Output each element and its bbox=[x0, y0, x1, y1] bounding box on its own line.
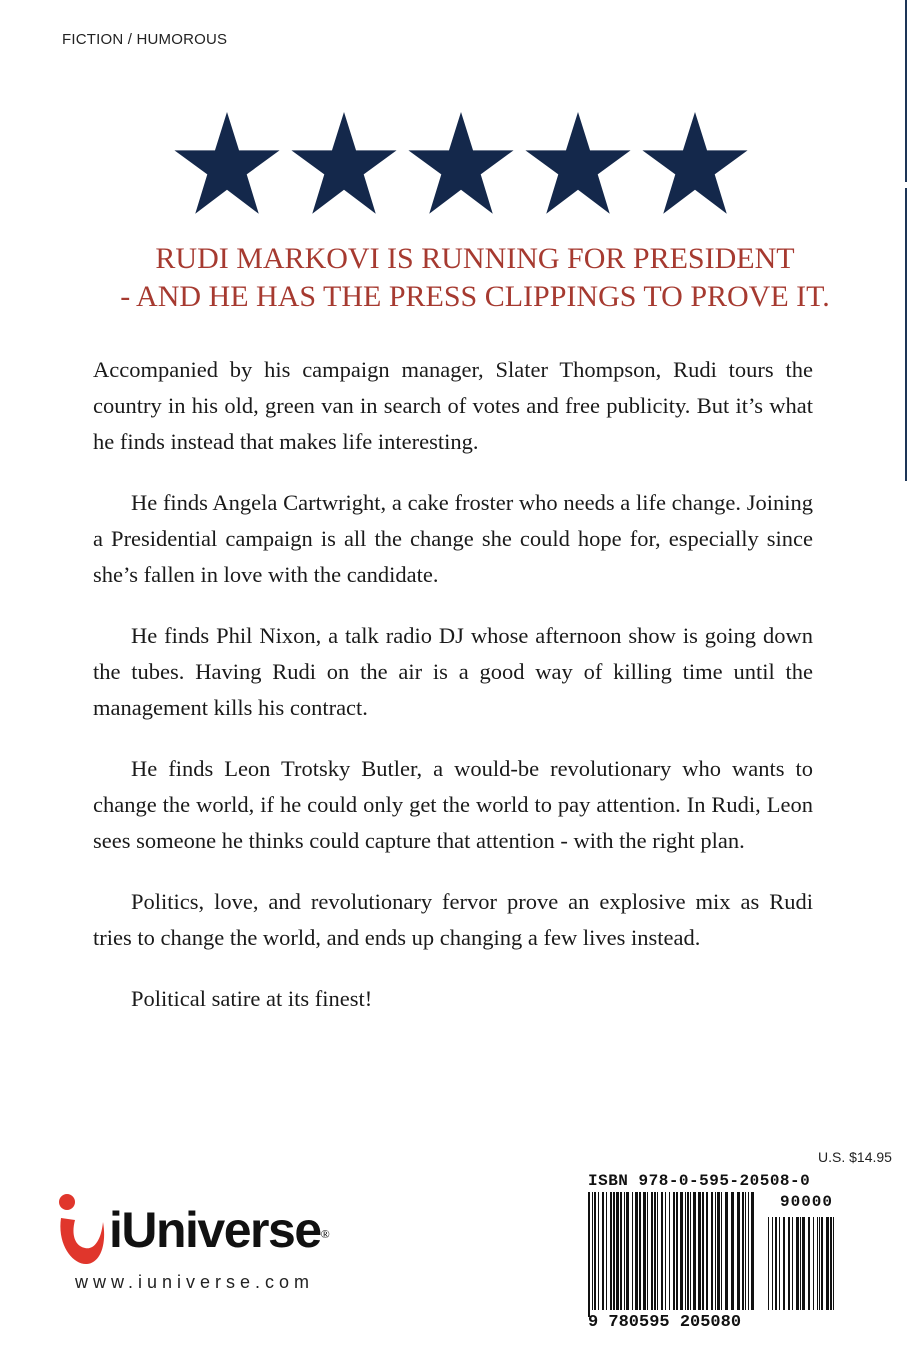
addon-bar bbox=[819, 1217, 820, 1310]
addon-bar bbox=[817, 1217, 818, 1310]
addon-bar bbox=[775, 1217, 777, 1310]
barcode-bar bbox=[643, 1192, 646, 1310]
addon-bar bbox=[800, 1217, 801, 1310]
barcode-bar bbox=[717, 1192, 720, 1310]
addon-bar bbox=[813, 1217, 814, 1310]
headline-line-2: - AND HE HAS THE PRESS CLIPPINGS TO PROVE IT. bbox=[120, 280, 830, 313]
addon-bar bbox=[788, 1217, 790, 1310]
publisher-logo bbox=[55, 1190, 330, 1270]
addon-bar bbox=[821, 1217, 823, 1310]
barcode-bar bbox=[693, 1192, 696, 1310]
barcode-bar bbox=[594, 1192, 596, 1310]
addon-bar bbox=[779, 1217, 780, 1310]
addon-bar bbox=[802, 1217, 805, 1310]
barcode-bar bbox=[661, 1192, 663, 1310]
addon-bar bbox=[796, 1217, 799, 1310]
barcode-bar bbox=[690, 1192, 691, 1310]
isbn-text: ISBN 978-0-595-20508-0 bbox=[588, 1172, 811, 1190]
barcode-bar bbox=[676, 1192, 678, 1310]
barcode-bar bbox=[742, 1192, 744, 1310]
barcode-bar bbox=[647, 1192, 648, 1310]
addon-bar bbox=[833, 1217, 834, 1310]
barcode-bar bbox=[598, 1192, 599, 1310]
blurb-paragraph: Accompanied by his campaign manager, Slater Thompson, Rudi tours the country in his old, green van in search of votes and free publicity. But it’s what he finds instead that makes life interesting. bbox=[93, 357, 813, 454]
barcode-bar bbox=[725, 1192, 728, 1310]
publisher-url: www.iuniverse.com bbox=[75, 1272, 315, 1292]
barcode-bar bbox=[626, 1192, 629, 1310]
barcode-bar bbox=[602, 1192, 604, 1310]
barcode-bar bbox=[680, 1192, 683, 1310]
publisher-name: iUniverse bbox=[109, 1202, 321, 1258]
star-icon bbox=[172, 112, 282, 216]
blurb bbox=[93, 352, 813, 1042]
barcode-bar bbox=[748, 1192, 749, 1310]
barcode-bar bbox=[731, 1192, 734, 1310]
barcode-bar bbox=[592, 1192, 593, 1310]
headline-line-1: RUDI MARKOVI IS RUNNING FOR PRESIDENT bbox=[155, 242, 795, 275]
price-addon-number: 90000 bbox=[780, 1193, 834, 1211]
blurb-paragraph: Politics, love, and revolutionary fervor prove an explosive mix as Rudi tries to change the world, and ends up changing a few lives instead. bbox=[93, 889, 813, 950]
star-rating bbox=[172, 112, 750, 216]
barcode-bar bbox=[639, 1192, 641, 1310]
barcode-bar bbox=[721, 1192, 722, 1310]
barcode-bar bbox=[665, 1192, 666, 1310]
star-icon bbox=[640, 112, 750, 216]
barcode-bar bbox=[745, 1192, 746, 1310]
category-label: FICTION / HUMOROUS bbox=[62, 31, 228, 48]
headline bbox=[0, 240, 907, 316]
blurb-paragraph: He finds Leon Trotsky Butler, a would-be revolutionary who wants to change the world, if he could only get the world to pay attention. In Rudi, Leon sees someone he thinks could capture that attention - with the right plan. bbox=[93, 756, 813, 853]
barcode-bar bbox=[669, 1192, 670, 1310]
barcode-bar bbox=[620, 1192, 622, 1310]
barcode-bar bbox=[702, 1192, 704, 1310]
star-icon bbox=[523, 112, 633, 216]
barcode-bar bbox=[715, 1192, 716, 1310]
barcode-bar bbox=[657, 1192, 658, 1310]
barcode-bar bbox=[588, 1192, 590, 1317]
barcode-bar bbox=[706, 1192, 708, 1310]
registered-mark: ® bbox=[320, 1226, 330, 1241]
blurb-paragraph: He finds Angela Cartwright, a cake froster who needs a life change. Joining a Presidential campaign is all the change she could hope for, especially since she’s fallen in love with the candidate. bbox=[93, 490, 813, 587]
barcode-bar bbox=[606, 1192, 607, 1310]
barcode-bar bbox=[613, 1192, 615, 1310]
barcode-bar bbox=[635, 1192, 638, 1310]
barcode bbox=[588, 1192, 838, 1317]
blurb-paragraph: Political satire at its finest! bbox=[131, 986, 373, 1011]
barcode-bar bbox=[711, 1192, 713, 1310]
barcode-bar bbox=[651, 1192, 653, 1310]
barcode-bar bbox=[737, 1192, 740, 1310]
barcode-bar bbox=[624, 1192, 625, 1310]
price: U.S. $14.95 bbox=[818, 1149, 892, 1165]
barcode-bar bbox=[685, 1192, 686, 1310]
barcode-bar bbox=[673, 1192, 675, 1310]
addon-bar bbox=[768, 1217, 769, 1310]
addon-bar bbox=[792, 1217, 793, 1310]
barcode-bar bbox=[687, 1192, 689, 1310]
star-icon bbox=[406, 112, 516, 216]
addon-bar bbox=[826, 1217, 829, 1310]
addon-bar bbox=[783, 1217, 785, 1310]
ean-number: 9 780595 205080 bbox=[588, 1313, 742, 1332]
star-icon bbox=[289, 112, 399, 216]
barcode-bar bbox=[751, 1192, 754, 1310]
barcode-bar bbox=[654, 1192, 656, 1310]
blurb-paragraph: He finds Phil Nixon, a talk radio DJ whose afternoon show is going down the tubes. Having Rudi on the air is a good way of killing time until the management kills his contract. bbox=[93, 623, 813, 720]
addon-bar bbox=[830, 1217, 832, 1310]
barcode-bar bbox=[632, 1192, 633, 1310]
addon-bar bbox=[808, 1217, 810, 1310]
addon-bar bbox=[772, 1217, 773, 1310]
iuniverse-swoosh-icon bbox=[55, 1190, 105, 1270]
barcode-bar bbox=[616, 1192, 619, 1310]
barcode-bar bbox=[698, 1192, 701, 1310]
barcode-bar bbox=[610, 1192, 612, 1310]
